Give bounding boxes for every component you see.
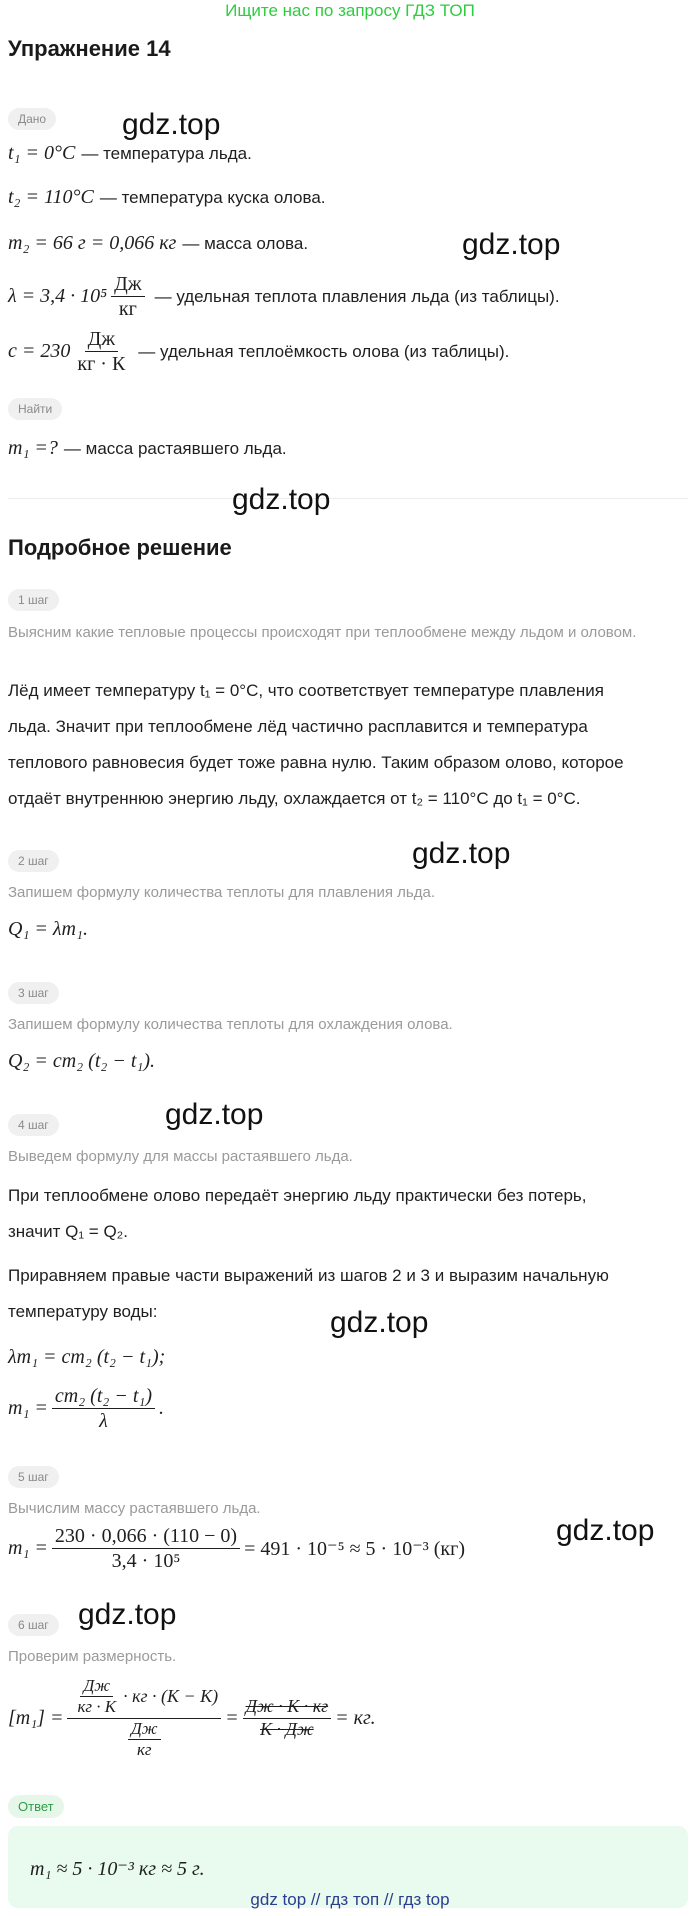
step-4-body-b — [8, 1258, 609, 1330]
step-5-formula — [8, 1524, 465, 1573]
given-t1-math: t₁ = 0°C — [8, 142, 76, 164]
exercise-title: Упражнение 14 — [8, 36, 171, 61]
answer-label: Ответ — [8, 1795, 64, 1818]
big-fraction-denominator — [121, 1719, 168, 1761]
step-3-hint: Запишем формулу количества теплоты для охлаждения олова. — [8, 1016, 453, 1033]
given-c-unit — [74, 327, 128, 376]
find-m1-text: — масса растаявшего льда. — [63, 438, 287, 458]
step-1-label: 1 шаг — [8, 589, 59, 611]
formula-result: = кг. — [335, 1706, 376, 1729]
fraction-denominator: 3,4 · 10⁵ — [111, 1550, 181, 1572]
watermark: gdz.top — [412, 837, 511, 870]
solution-title: Подробное решение — [8, 535, 232, 560]
step-4-formula-2 — [8, 1384, 164, 1433]
given-lambda-math: λ = 3,4 · 10⁵ — [8, 285, 108, 307]
formula-big-fraction — [67, 1676, 221, 1761]
formula-reduced-fraction — [243, 1696, 332, 1740]
given-badge — [8, 108, 56, 130]
inner-numerator: Дж — [80, 1676, 113, 1697]
step-6-hint: Проверим размерность. — [8, 1648, 177, 1665]
given-c-text: — удельная теплоёмкость олова (из таблицы). — [138, 341, 510, 361]
answer-text: m₁ ≈ 5 · 10⁻³ кг ≈ 5 г. — [30, 1858, 205, 1880]
reduced-numerator: Дж · К · кг — [243, 1696, 332, 1719]
watermark: gdz.top — [78, 1598, 177, 1631]
formula-end: . — [159, 1397, 165, 1419]
footer-links[interactable]: gdz top // гдз топ // гдз top — [250, 1890, 450, 1909]
section-divider — [8, 498, 688, 499]
step-4-hint: Выведем формулу для массы растаявшего льда. — [8, 1148, 353, 1165]
step-2-hint: Запишем формулу количества теплоты для плавления льда. — [8, 884, 436, 901]
answer-badge — [8, 1795, 64, 1818]
step-4-line: При теплообмене олово передаёт энергию льду практически без потерь, — [8, 1186, 587, 1205]
unit-denominator: кг — [118, 298, 137, 320]
watermark: gdz.top — [462, 228, 561, 261]
step-1-line: теплового равновесия будет тоже равна нулю. Таким образом олово, которое — [8, 753, 624, 772]
fraction-numerator: cm₂ (t₂ − t₁) — [52, 1384, 155, 1409]
inner-fraction — [74, 1676, 119, 1718]
given-t2 — [8, 186, 326, 209]
step-3-badge — [8, 982, 59, 1004]
step-4-body-a — [8, 1178, 587, 1250]
step-6-label: 6 шаг — [8, 1614, 59, 1636]
step-1-body — [8, 673, 624, 817]
step-6-badge — [8, 1614, 59, 1636]
formula-fraction — [52, 1524, 240, 1573]
given-m2 — [8, 232, 308, 255]
reduced-denominator: К · Дж — [260, 1718, 314, 1739]
given-lambda-text: — удельная теплота плавления льда (из таблицы). — [154, 286, 560, 306]
formula-lhs: m₁ = — [8, 1397, 48, 1419]
watermark: gdz.top — [122, 108, 221, 141]
fraction-denominator: λ — [99, 1410, 108, 1432]
big-fraction-numerator — [67, 1676, 221, 1719]
step-1-line: отдаёт внутреннюю энергию льду, охлаждается от t₂ = 110°C до t₁ = 0°C. — [8, 789, 581, 808]
step-4-line: температуру воды: — [8, 1302, 158, 1321]
step-6-formula — [8, 1676, 376, 1761]
step-5-badge — [8, 1466, 59, 1488]
numerator-tail: · кг · (К − К) — [123, 1686, 219, 1707]
step-3-formula: Q₂ = cm₂ (t₂ − t₁). — [8, 1050, 156, 1072]
watermark: gdz.top — [232, 483, 331, 516]
find-m1-math: m₁ =? — [8, 437, 58, 459]
given-m2-math: m₂ = 66 г = 0,066 кг — [8, 232, 177, 254]
watermark: gdz.top — [556, 1514, 655, 1547]
formula-lhs: m₁ = — [8, 1537, 48, 1559]
step-2-badge — [8, 850, 59, 872]
watermark: gdz.top — [165, 1098, 264, 1131]
formula-rhs: = 491 · 10⁻⁵ ≈ 5 · 10⁻³ (кг) — [244, 1538, 465, 1560]
step-3-label: 3 шаг — [8, 982, 59, 1004]
given-t1-text: — температура льда. — [81, 143, 252, 163]
given-t1 — [8, 142, 252, 165]
given-lambda — [8, 272, 560, 321]
step-5-label: 5 шаг — [8, 1466, 59, 1488]
step-4-badge — [8, 1114, 59, 1136]
given-c — [8, 327, 509, 376]
inner-fraction — [128, 1719, 161, 1761]
given-t2-math: t₂ = 110°C — [8, 186, 94, 208]
formula-lhs: [m₁] = — [8, 1706, 64, 1729]
given-m2-text: — масса олова. — [182, 233, 309, 253]
formula-equals: = — [225, 1706, 239, 1729]
step-4-line: значит Q₁ = Q₂. — [8, 1222, 129, 1241]
step-5-hint: Вычислим массу растаявшего льда. — [8, 1500, 261, 1517]
inner-numerator: Дж — [128, 1719, 161, 1740]
step-4-line: Приравняем правые части выражений из шагов 2 и 3 и выразим начальную — [8, 1266, 609, 1285]
step-2-label: 2 шаг — [8, 850, 59, 872]
search-banner[interactable]: Ищите нас по запросу ГДЗ ТОП — [225, 1, 475, 20]
fraction-numerator: 230 · 0,066 · (110 − 0) — [52, 1524, 240, 1549]
unit-denominator: кг · К — [77, 353, 126, 375]
step-1-badge — [8, 589, 59, 611]
step-2-formula: Q₁ = λm₁. — [8, 918, 88, 940]
unit-numerator: Дж — [85, 327, 118, 352]
unit-numerator: Дж — [111, 272, 144, 297]
step-1-line: льда. Значит при теплообмене лёд частично расплавится и температура — [8, 717, 588, 736]
step-4-formula-1: λm₁ = cm₂ (t₂ − t₁); — [8, 1346, 166, 1368]
step-4-label: 4 шаг — [8, 1114, 59, 1136]
inner-denominator: кг — [136, 1740, 152, 1760]
given-lambda-unit — [111, 272, 144, 321]
step-1-line: Лёд имеет температуру t₁ = 0°C, что соответствует температуре плавления — [8, 681, 604, 700]
inner-denominator: кг · К — [77, 1697, 117, 1717]
given-t2-text: — температура куска олова. — [99, 187, 326, 207]
given-label: Дано — [8, 108, 56, 130]
formula-fraction — [52, 1384, 155, 1433]
find-badge — [8, 398, 62, 420]
watermark: gdz.top — [330, 1306, 429, 1339]
find-label: Найти — [8, 398, 62, 420]
given-c-math: c = 230 — [8, 340, 71, 362]
find-m1 — [8, 437, 287, 460]
step-1-hint: Выясним какие тепловые процессы происходят при теплообмене между льдом и оловом. — [8, 624, 637, 641]
